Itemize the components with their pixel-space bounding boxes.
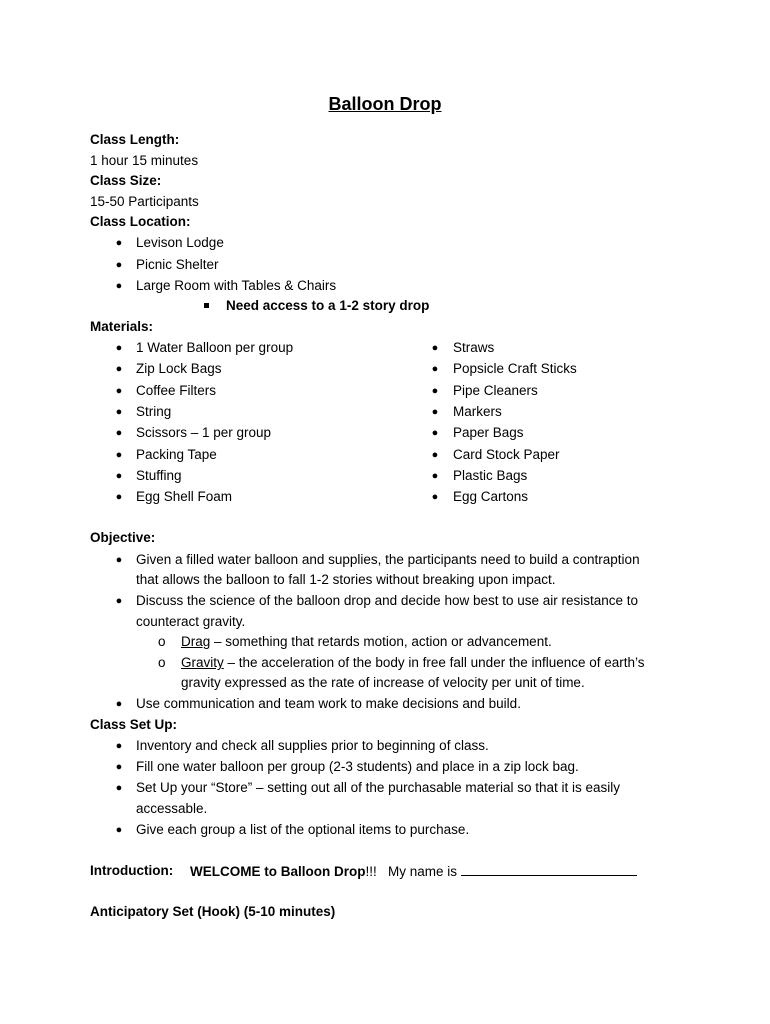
bullet-icon: ● xyxy=(431,406,439,418)
bullet-icon: ● xyxy=(115,491,123,503)
bullet-icon: ● xyxy=(115,280,123,292)
bullet-icon: ● xyxy=(115,782,123,794)
circle-bullet-icon: o xyxy=(158,655,166,670)
square-bullet-icon xyxy=(202,297,212,315)
bullet-icon: ● xyxy=(115,449,123,461)
bullet-icon: ● xyxy=(115,824,123,836)
bullet-icon: ● xyxy=(431,427,439,439)
bullet-icon: ● xyxy=(431,342,439,354)
class-length-value: 1 hour 15 minutes xyxy=(90,153,199,168)
materials-label: Materials: xyxy=(90,319,154,334)
class-length-label: Class Length: xyxy=(90,132,180,147)
objective-label: Objective: xyxy=(90,530,156,545)
setup-label: Class Set Up: xyxy=(90,717,178,732)
bullet-icon: ● xyxy=(431,363,439,375)
anticipatory-heading: Anticipatory Set (Hook) (5-10 minutes) xyxy=(90,904,336,919)
class-location-label: Class Location: xyxy=(90,214,191,229)
bullet-icon: ● xyxy=(431,470,439,482)
bullet-icon: ● xyxy=(115,259,123,271)
bullet-icon: ● xyxy=(115,761,123,773)
document-page: Balloon Drop Class Length: 1 hour 15 minutes Class Size: 15-50 Participants Class Location: ● Levison Lodge ● Picnic Shelter ● Large Room with Tables & Chairs Need access to a 1-2 story drop Materials: ● 1 Water Balloon per group ● Zip Lock Bags ● Coffee Filters ● String ● Scissors – 1 per group ● Packing Tape ● Stuffing ● Egg Shell Foam ● Straws ● Popsicle Craft Sticks ● Pipe Cleaners ● Markers ● Paper Bags ● Card Stock Paper ● Plastic Bags ● Egg Cartons Objective: ● Given a filled water balloon and supplies, the participants need to build a contraption that allows the balloon to fall 1-2 stories without breaking upon impact. ● Discuss the science of the balloon drop and decide how best to use air resistance to counteract gravity. o Drag – something that retards motion, action or advancement. o Gravity – the acceleration of the body in free fall under the influence of earth’s gravity expressed as the rate of increase of velocity per unit of time. ● Use communication and team work to make decisions and build. Class Set Up: ● Inventory and check all supplies prior to beginning of class. ● Fill one water balloon per group (2-3 students) and place in a zip lock bag. ● Set Up your “Store” – setting out all of the purchasable material so that it is easily accessable. ● Give each group a list of the optional items to purchase. Introduction: WELCOME to Balloon Drop!!! My name is Anticipatory Set (Hook) (5-10 minutes) xyxy=(0,0,770,1024)
bullet-icon: ● xyxy=(431,491,439,503)
bullet-icon: ● xyxy=(431,385,439,397)
name-blank xyxy=(461,862,637,876)
bullet-icon: ● xyxy=(115,740,123,752)
bullet-icon: ● xyxy=(115,427,123,439)
document-title: Balloon Drop xyxy=(328,94,442,114)
drag-term: Drag xyxy=(181,634,211,649)
bullet-icon: ● xyxy=(115,595,123,607)
circle-bullet-icon: o xyxy=(158,634,166,649)
bullet-icon: ● xyxy=(115,554,123,566)
bullet-icon: ● xyxy=(115,698,123,710)
bullet-icon: ● xyxy=(115,237,123,249)
bullet-icon: ● xyxy=(115,363,123,375)
introduction-text: WELCOME to Balloon Drop!!! My name is xyxy=(190,862,637,881)
bullet-icon: ● xyxy=(115,406,123,418)
gravity-term: Gravity xyxy=(181,655,224,670)
bullet-icon: ● xyxy=(115,470,123,482)
bullet-icon: ● xyxy=(115,342,123,354)
class-size-label: Class Size: xyxy=(90,173,162,188)
class-size-value: 15-50 Participants xyxy=(90,194,199,209)
introduction-label: Introduction: xyxy=(90,863,174,878)
bullet-icon: ● xyxy=(115,385,123,397)
bullet-icon: ● xyxy=(431,449,439,461)
